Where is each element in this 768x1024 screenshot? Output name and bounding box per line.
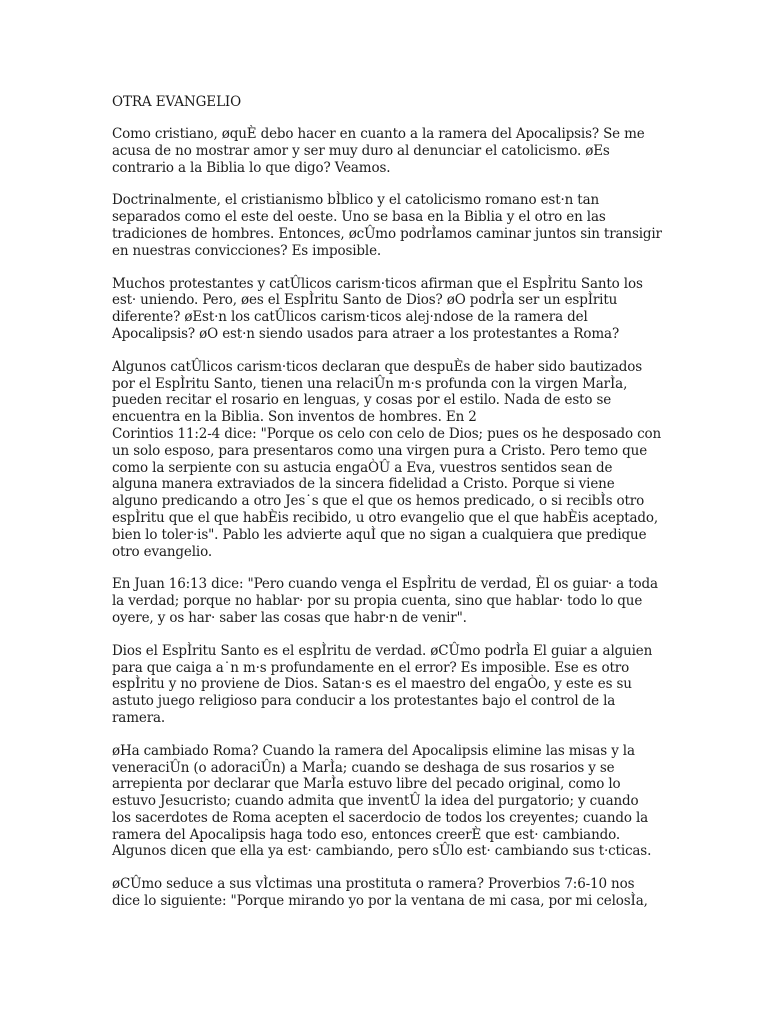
document-title: OTRA EVANGELIO: [112, 94, 242, 110]
text-line: contrario a la Biblia lo que digo? Veamos.: [112, 159, 391, 176]
text-line: En Juan 16:13 dice: "Pero cuando venga el EspÌritu de verdad, Èl os guiar· a toda: [112, 576, 658, 593]
text-line: Como cristiano, øquÈ debo hacer en cuanto a la ramera del Apocalipsis? Se me: [112, 126, 645, 142]
text-line: Doctrinalmente, el cristianismo bÌblico y el catolicismo romano est·n tan: [112, 192, 600, 209]
text-line: bien lo toler·is". Pablo les advierte aquÌ que no sigan a cualquiera que predique: [112, 526, 647, 543]
text-line: estuvo Jesucristo; cuando admita que inventÛ la idea del purgatorio; y cuando: [112, 793, 639, 810]
text-line: Algunos catÛlicos carism·ticos declaran que despuÈs de haber sido bautizados: [112, 358, 643, 375]
document-page: [112, 94, 660, 926]
text-line: veneraciÛn (o adoraciÛn) a MarÌa; cuando se deshaga de sus rosarios y se: [112, 759, 615, 776]
text-line: astuto juego religioso para conducir a los protestantes bajo el control de la: [112, 693, 616, 710]
text-line: como la serpiente con su astucia engaÒÛ a Eva, vuestros sentidos sean de: [112, 459, 613, 476]
text-line: encuentra en la Biblia. Son inventos de hombres. En 2: [112, 409, 477, 426]
paragraph: [112, 576, 660, 626]
text-line: øCÛmo seduce a sus vÌctimas una prostituta o ramera? Proverbios 7:6-10 nos: [112, 876, 635, 893]
text-line: otro evangelio.: [112, 543, 212, 560]
text-line: alguno predicando a otro Jes˙s que el que os hemos predicado, o si recibÌs otro: [112, 493, 645, 510]
text-line: ramera del Apocalipsis haga todo eso, entonces creerÈ que est· cambiando.: [112, 826, 620, 843]
text-line: ramera.: [112, 709, 166, 726]
paragraph: [112, 743, 660, 861]
text-line: los sacerdotes de Roma acepten el sacerdocio de todos los creyentes; cuando la: [112, 809, 649, 826]
text-line: oyere, y os har· saber las cosas que habr·n de venir".: [112, 609, 467, 626]
text-line: pueden recitar el rosario en lenguas, y cosas por el estilo. Nada de esto se: [112, 392, 612, 409]
text-line: Dios el EspÌritu Santo es el espÌritu de verdad. øCÛmo podrÌa El guiar a alguien: [112, 642, 653, 659]
text-line: en nuestras convicciones? Es imposible.: [112, 242, 382, 259]
paragraph: [112, 876, 660, 910]
text-line: espÌritu que el que habÈis recibido, u otro evangelio que el que habÈis aceptado,: [112, 509, 659, 526]
text-line: acusa de no mostrar amor y ser muy duro al denunciar el catolicismo. øEs: [112, 142, 610, 159]
text-line: Muchos protestantes y catÛlicos carism·ticos afirman que el EspÌritu Santo los: [112, 275, 643, 292]
text-line: øHa cambiado Roma? Cuando la ramera del Apocalipsis elimine las misas y la: [112, 742, 635, 759]
text-line: Apocalipsis? øO est·n siendo usados para atraer a los protestantes a Roma?: [112, 325, 620, 342]
text-line: Corintios 11:2-4 dice: "Porque os celo con celo de Dios; pues os he desposado con: [112, 425, 662, 442]
text-line: arrepienta por declarar que MarÌa estuvo libre del pecado original, como lo: [112, 776, 621, 793]
text-line: espÌritu y no proviene de Dios. Satan·s es el maestro del engaÒo, y este es su: [112, 676, 632, 693]
text-line: tradiciones de hombres. Entonces, øcÛmo podrÌamos caminar juntos sin transigir: [112, 225, 662, 242]
text-line: separados como el este del oeste. Uno se basa en la Biblia y el otro en las: [112, 209, 606, 226]
paragraph: [112, 643, 660, 727]
document-body: [112, 126, 660, 910]
text-line: la verdad; porque no hablar· por su propia cuenta, sino que hablar· todo lo que: [112, 593, 643, 610]
text-line: para que caiga a˙n m·s profundamente en el error? Es imposible. Ese es otro: [112, 659, 630, 676]
text-line: alguna manera extraviados de la sincera fidelidad a Cristo. Porque si viene: [112, 476, 615, 493]
text-line: diferente? øEst·n los catÛlicos carism·ticos alej·ndose de la ramera del: [112, 309, 588, 326]
paragraph: [112, 192, 660, 259]
paragraph: [112, 359, 660, 561]
text-line: est· uniendo. Pero, øes el EspÌritu Santo de Dios? øO podrÌa ser un espÌritu: [112, 292, 618, 309]
paragraph: [112, 276, 660, 343]
text-line: dice lo siguiente: "Porque mirando yo por la ventana de mi casa, por mi celosÌa,: [112, 893, 648, 910]
paragraph: [112, 126, 660, 176]
text-line: un solo esposo, para presentaros como una virgen pura a Cristo. Pero temo que: [112, 442, 648, 459]
text-line: Algunos dicen que ella ya est· cambiando, pero sÛlo est· cambiando sus t·cticas.: [112, 843, 652, 860]
text-line: por el EspÌritu Santo, tienen una relaciÛn m·s profunda con la virgen MarÌa,: [112, 375, 628, 392]
